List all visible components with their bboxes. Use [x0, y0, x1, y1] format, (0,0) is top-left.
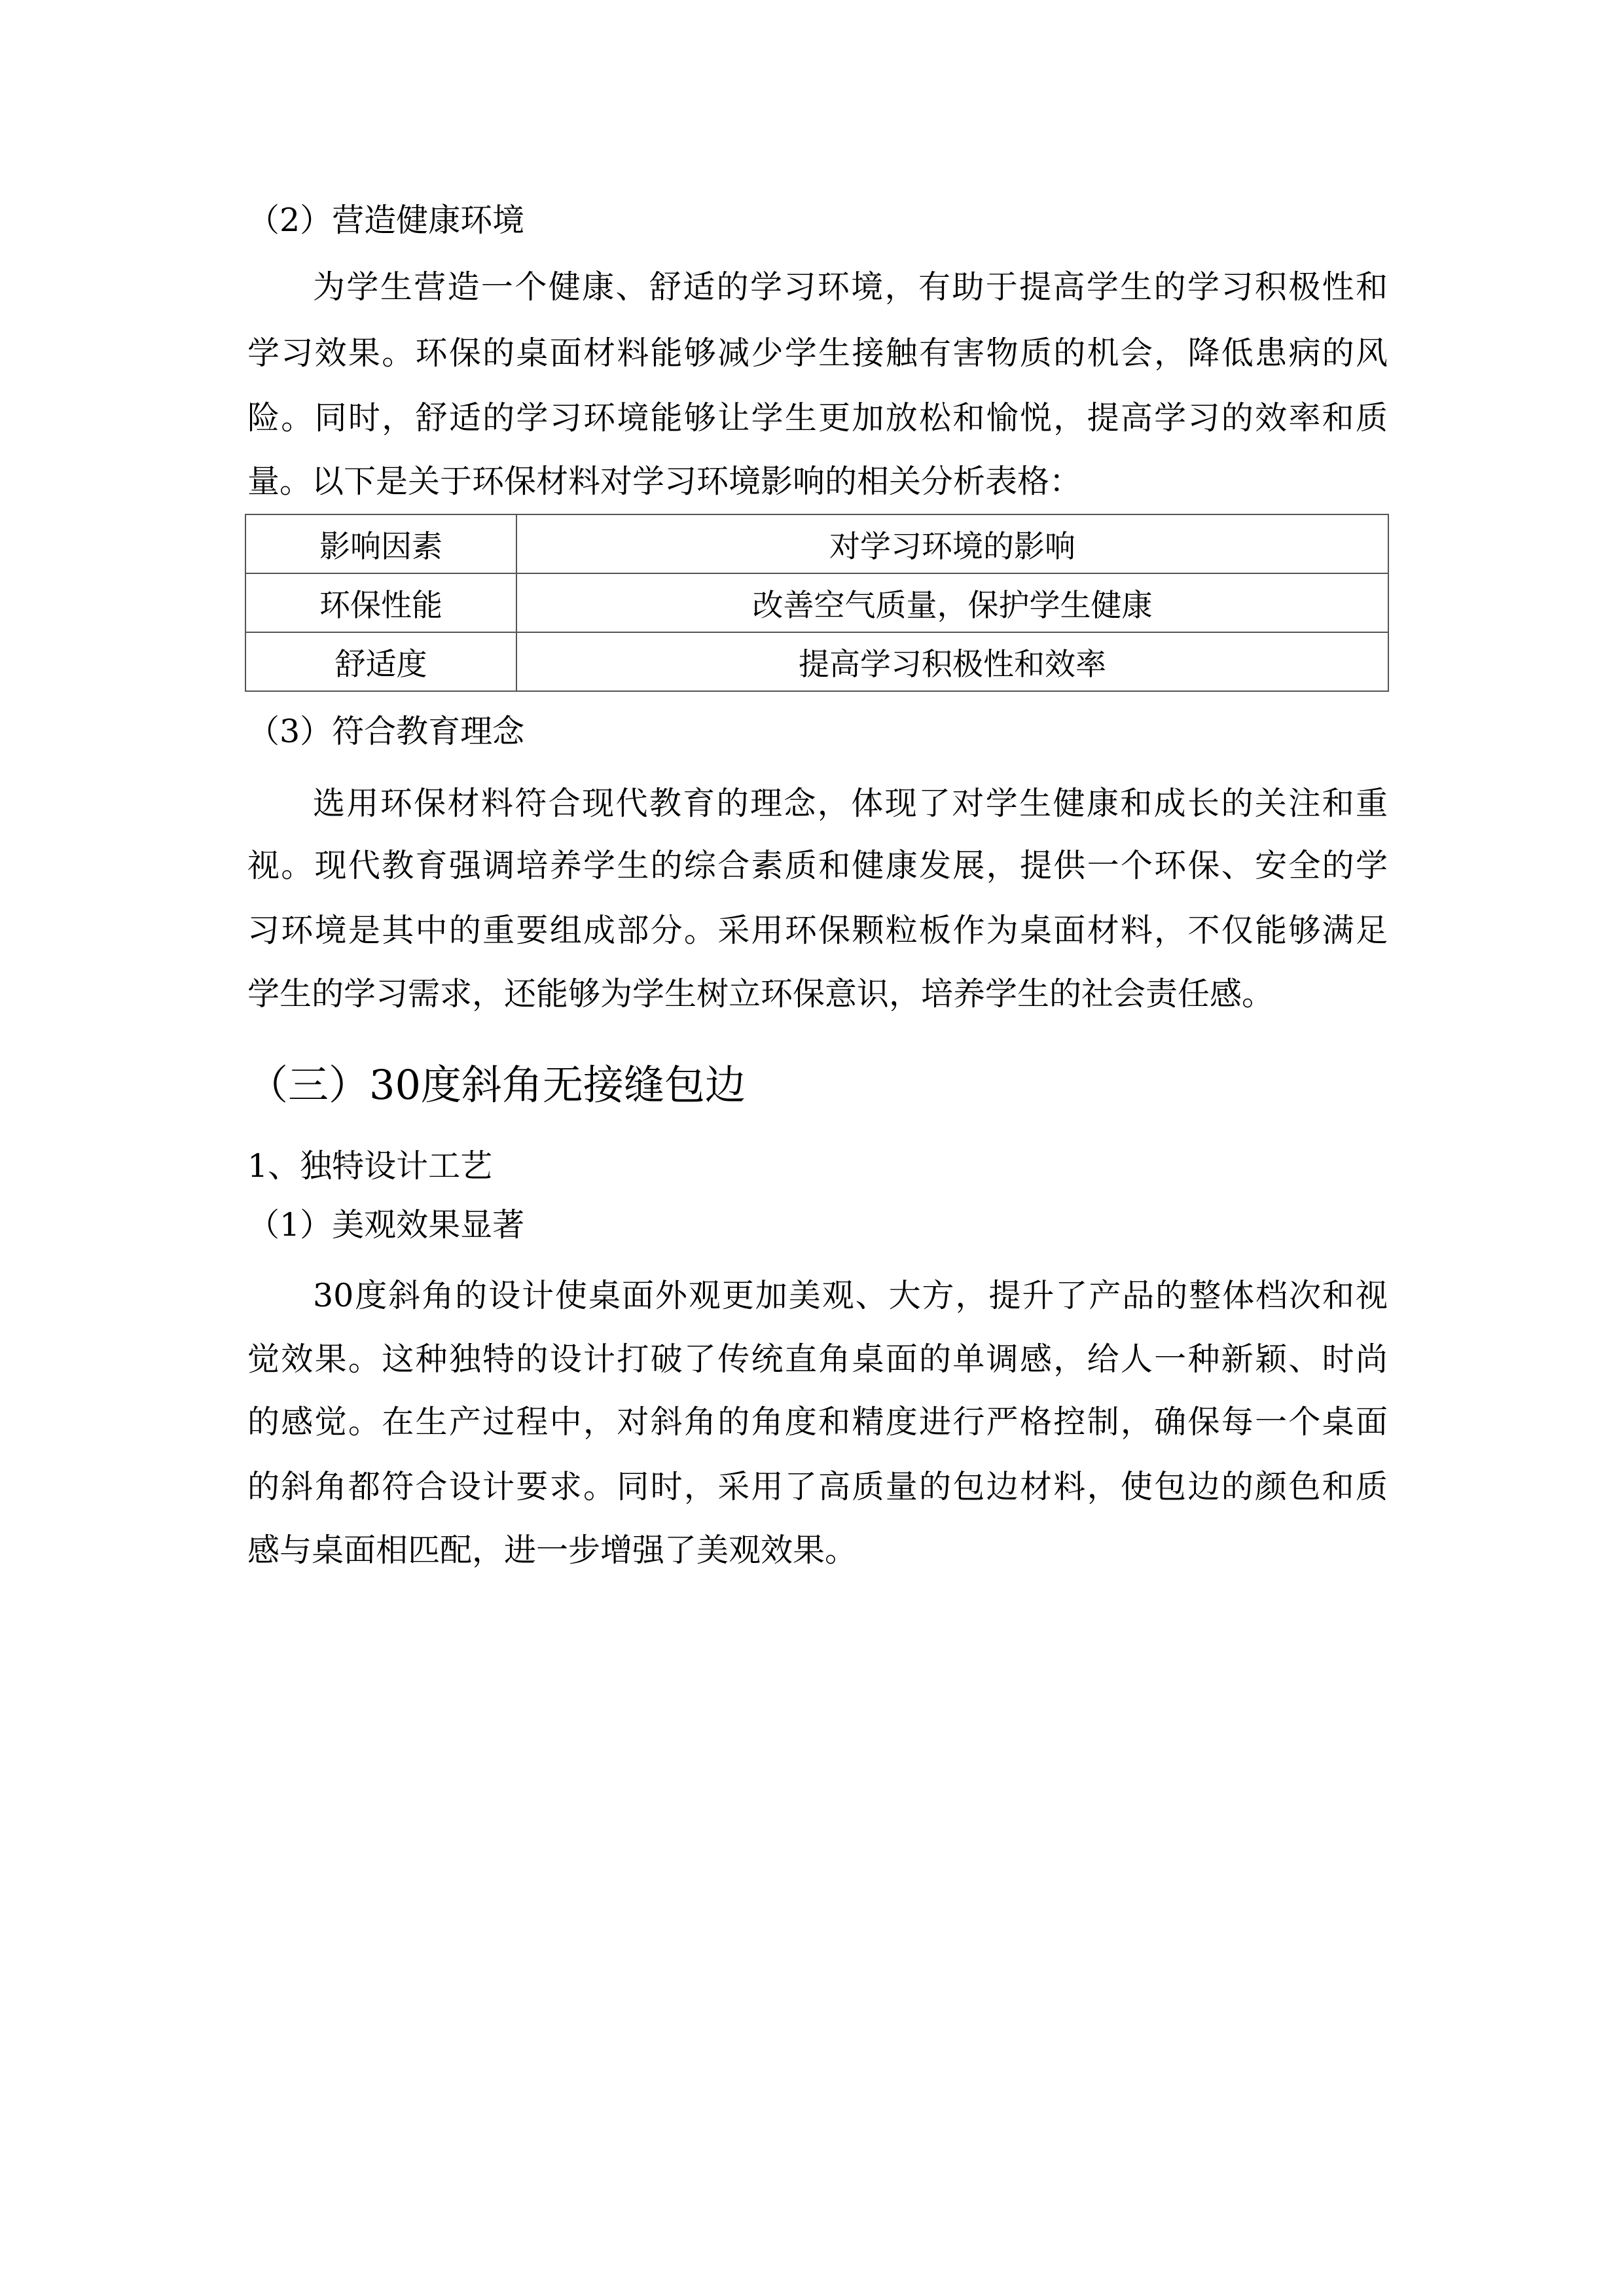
paragraph-line: 的斜角都符合设计要求。同时，采用了高质量的包边材料，使包边的颜色和质	[247, 1468, 1388, 1505]
paragraph-line: 学生的学习需求，还能够为学生树立环保意识，培养学生的社会责任感。	[247, 975, 1274, 1013]
paragraph-line: 险。同时，舒适的学习环境能够让学生更加放松和愉悦，提高学习的效率和质	[247, 399, 1388, 437]
table-cell: 提高学习积极性和效率	[516, 632, 1388, 691]
table-cell: 改善空气质量，保护学生健康	[516, 573, 1388, 632]
sub-heading: 1、独特设计工艺	[247, 1147, 493, 1185]
paragraph-line: 觉效果。这种独特的设计打破了传统直角桌面的单调感，给人一种新颖、时尚	[247, 1340, 1388, 1378]
table-row	[245, 632, 1388, 691]
paragraph-line: 的感觉。在生产过程中，对斜角的角度和精度进行严格控制，确保每一个桌面	[247, 1403, 1388, 1441]
paragraph-line: 选用环保材料符合现代教育的理念，体现了对学生健康和成长的关注和重	[313, 785, 1388, 822]
subsection-heading-3: （3）符合教育理念	[247, 713, 525, 750]
paragraph-line: 习环境是其中的重要组成部分。采用环保颗粒板作为桌面材料，不仅能够满足	[247, 912, 1388, 949]
table-header-cell: 影响因素	[245, 514, 516, 573]
section-heading: （三）30度斜角无接缝包边	[247, 1061, 746, 1109]
analysis-table	[245, 514, 1389, 692]
table-header-cell: 对学习环境的影响	[516, 514, 1388, 573]
table-cell: 环保性能	[245, 573, 516, 632]
table-row	[245, 573, 1388, 632]
paragraph-line: 为学生营造一个健康、舒适的学习环境，有助于提高学生的学习积极性和	[313, 268, 1388, 306]
paragraph-line: 30度斜角的设计使桌面外观更加美观、大方，提升了产品的整体档次和视	[313, 1277, 1388, 1314]
subsection-heading-1: （1）美观效果显著	[247, 1206, 525, 1244]
table-cell: 舒适度	[245, 632, 516, 691]
paragraph-line: 感与桌面相匹配，进一步增强了美观效果。	[247, 1532, 857, 1569]
paragraph-line: 量。以下是关于环保材料对学习环境影响的相关分析表格：	[247, 463, 1082, 500]
paragraph-line: 学习效果。环保的桌面材料能够减少学生接触有害物质的机会，降低患病的风	[247, 334, 1388, 372]
table-header-row	[245, 514, 1388, 573]
paragraph-line: 视。现代教育强调培养学生的综合素质和健康发展，提供一个环保、安全的学	[247, 847, 1388, 884]
subsection-heading-2: （2）营造健康环境	[247, 202, 525, 239]
